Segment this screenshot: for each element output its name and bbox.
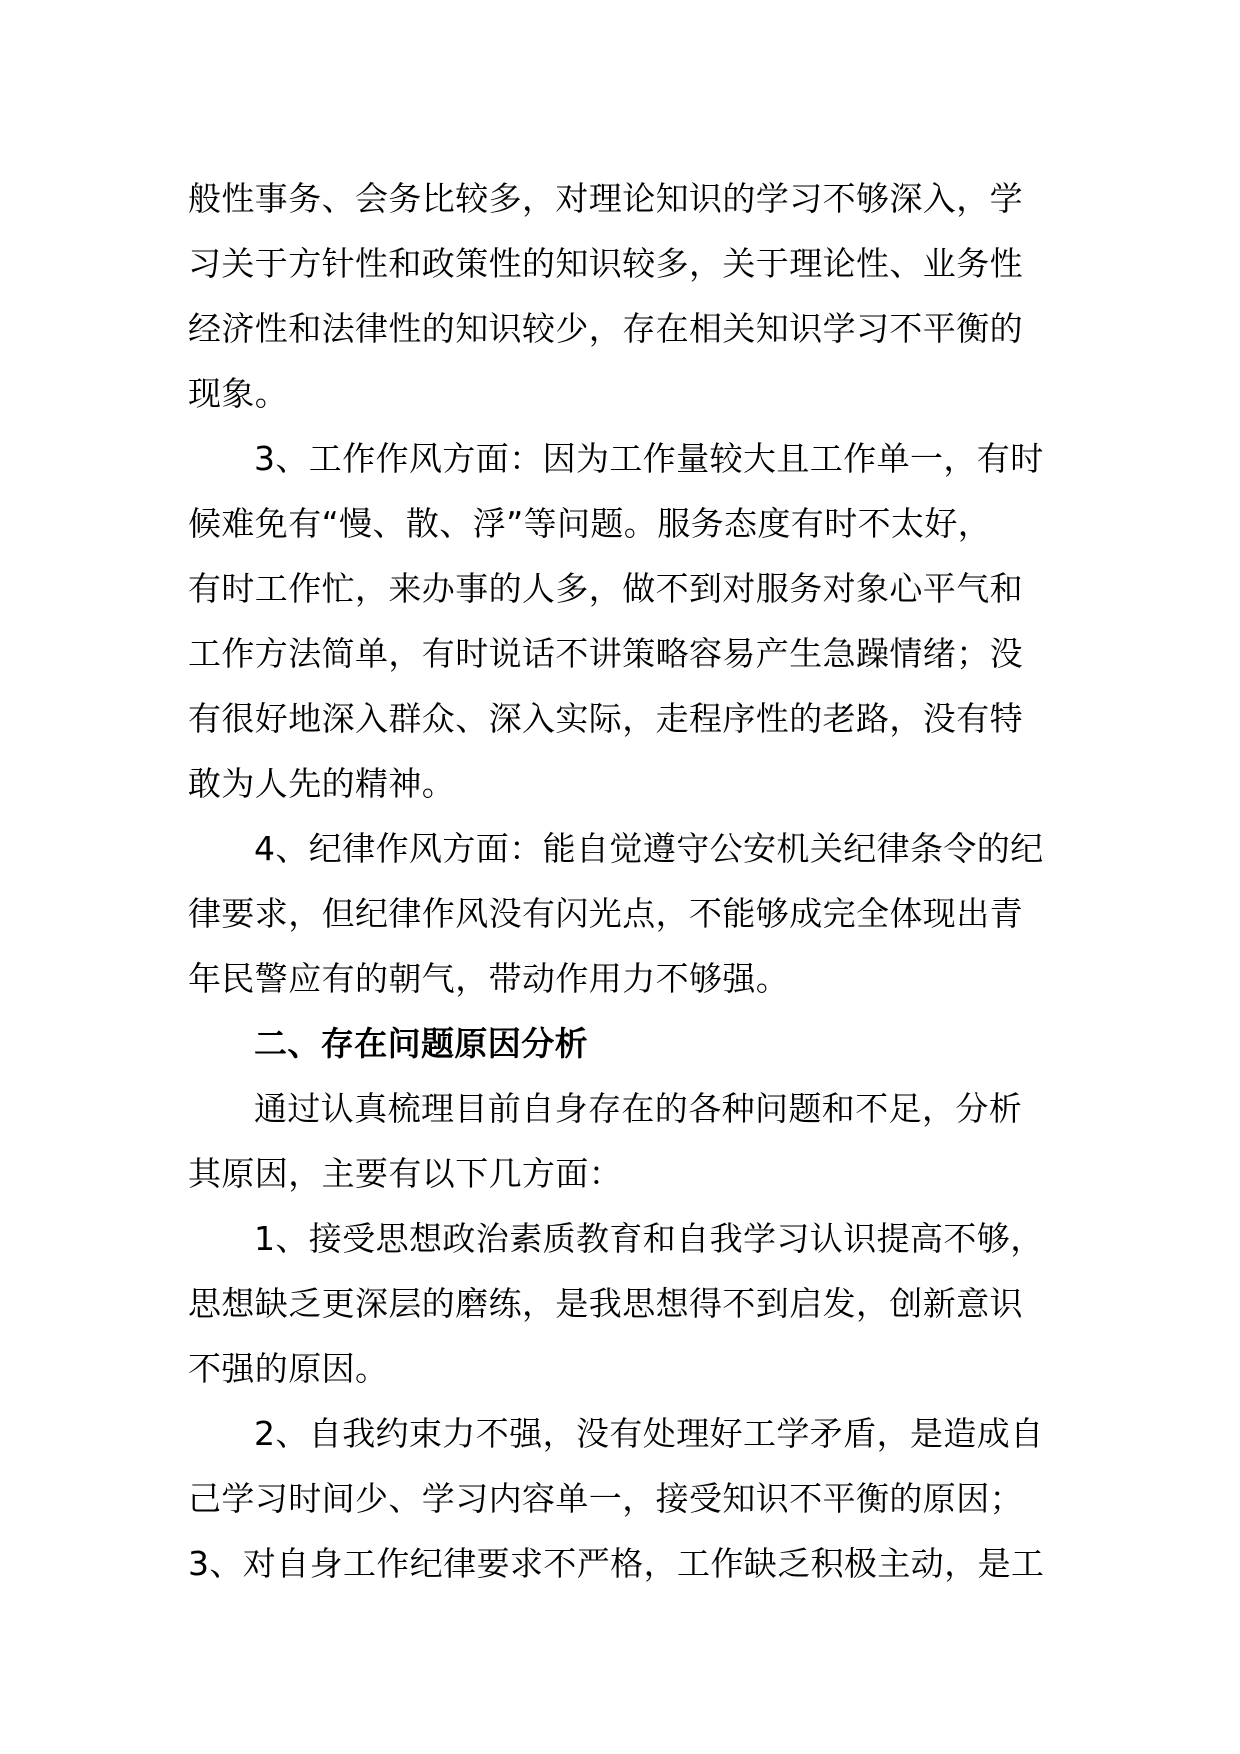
text-line: 有时工作忙，来办事的人多，做不到对服务对象心平气和 [188,569,1023,608]
section-heading: 二、存在问题原因分析 [254,1024,588,1063]
text-line: 其原因，主要有以下几方面： [188,1154,623,1193]
text-line: 经济性和法律性的知识较少，存在相关知识学习不平衡的 [188,309,1023,348]
text-line: 工作方法简单，有时说话不讲策略容易产生急躁情绪；没 [188,634,1023,673]
text-line: 3、对自身工作纪律要求不严格，工作缺乏积极主动，是工 [188,1544,1045,1583]
text-line: 律要求，但纪律作风没有闪光点，不能够成完全体现出青 [188,894,1023,933]
text-line: 年民警应有的朝气，带动作用力不够强。 [188,959,790,998]
text-line: 通过认真梳理目前自身存在的各种问题和不足，分析 [254,1089,1023,1128]
text-line: 己学习时间少、学习内容单一，接受知识不平衡的原因； [188,1479,1023,1518]
text-line: 候难免有“慢、散、浮”等问题。服务态度有时不太好， [188,504,992,543]
document-body [188,166,1058,1596]
text-line: 敢为人先的精神。 [188,764,456,803]
text-line: 思想缺乏更深层的磨练，是我思想得不到启发，创新意识 [188,1284,1023,1323]
text-line: 般性事务、会务比较多，对理论知识的学习不够深入，学 [188,179,1023,218]
text-line: 有很好地深入群众、深入实际，走程序性的老路，没有特 [188,699,1023,738]
text-line: 4、纪律作风方面：能自觉遵守公安机关纪律条令的纪 [254,829,1044,868]
text-line: 3、工作作风方面：因为工作量较大且工作单一，有时 [254,439,1044,478]
text-line: 习关于方针性和政策性的知识较多，关于理论性、业务性 [188,244,1023,283]
text-line: 2、自我约束力不强，没有处理好工学矛盾，是造成自 [254,1414,1044,1453]
text-line: 现象。 [188,374,289,413]
text-line: 1、接受思想政治素质教育和自我学习认识提高不够， [254,1219,1044,1258]
text-line: 不强的原因。 [188,1349,389,1388]
